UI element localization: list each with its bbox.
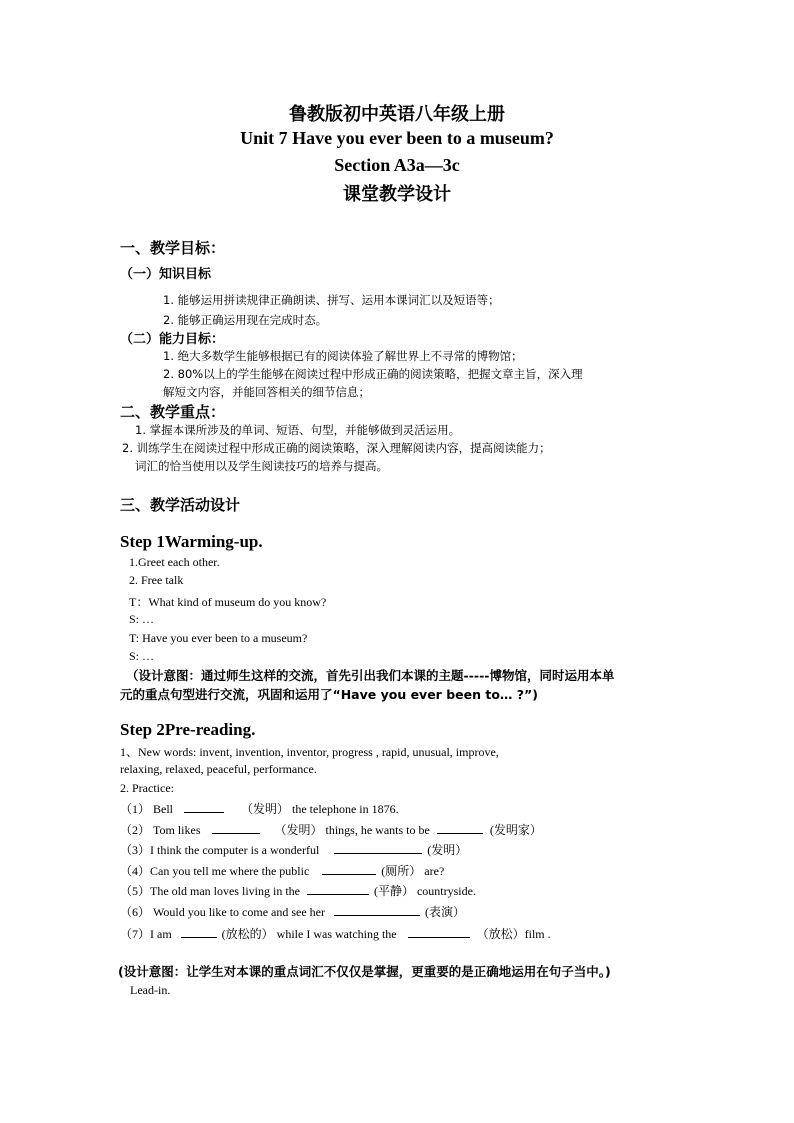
practice-text: (发明）: [427, 843, 468, 857]
practice-item-1: [120, 800, 399, 817]
answer-blank[interactable]: [322, 863, 376, 875]
practice-text: （发明） the telephone in 1876.: [241, 802, 399, 816]
section2-item: 2. 训练学生在阅读过程中形成正确的阅读策略，深入理解阅读内容，提高阅读能力；: [122, 441, 551, 455]
section2-item: 1. 掌握本课所涉及的单词、短语、句型，并能够做到灵活运用。: [135, 423, 461, 437]
answer-blank[interactable]: [212, 822, 260, 834]
practice-item-5: [120, 882, 476, 899]
practice-item-4: [120, 862, 444, 879]
practice-text: （1） Bell: [120, 802, 173, 816]
answer-blank[interactable]: [184, 801, 224, 813]
practice-text: (厕所） are?: [381, 864, 445, 878]
practice-item-6: [120, 903, 465, 920]
answer-blank[interactable]: [334, 904, 420, 916]
answer-blank[interactable]: [437, 822, 483, 834]
practice-text: (放松的） while I was watching the: [221, 927, 397, 941]
practice-text: （7）I am: [120, 927, 172, 941]
practice-text: （2） Tom likes: [120, 823, 201, 837]
practice-item-2: [120, 821, 542, 838]
lead-in-label: Lead-in.: [130, 983, 171, 997]
section2-heading: 二、教学重点：: [120, 403, 226, 421]
section1-sub2-item: 2. 80%以上的学生能够在阅读过程中形成正确的阅读策略，把握文章主旨，深入理: [163, 367, 583, 381]
practice-text: （6） Would you like to come and see her: [120, 905, 325, 919]
step1-line: 1.Greet each other.: [129, 555, 220, 569]
practice-text: （4）Can you tell me where the public: [120, 864, 310, 878]
doc-title-section: Section A3a—3c: [334, 155, 460, 175]
step1-line: T: Have you ever been to a museum?: [129, 631, 308, 645]
practice-text: （发明） things, he wants to be: [274, 823, 430, 837]
step2-design-note: (设计意图：让学生对本课的重点词汇不仅仅是掌握，更重要的是正确地运用在句子当中。): [118, 964, 611, 979]
section1-heading: 一、教学目标：: [120, 239, 226, 257]
section3-heading: 三、教学活动设计: [120, 496, 241, 514]
section1-sub2-item: 1. 绝大多数学生能够根据已有的阅读体验了解世界上不寻常的博物馆；: [163, 349, 523, 363]
practice-text: (表演）: [425, 905, 465, 919]
step1-design-note: （设计意图：通过师生这样的交流，首先引出我们本课的主题-----博物馆，同时运用本单: [126, 668, 615, 683]
practice-text: （5）The old man loves living in the: [120, 884, 300, 898]
practice-text: (发明家）: [489, 823, 542, 837]
doc-title-design: 课堂教学设计: [343, 184, 451, 205]
step1-title: Step 1Warming-up.: [120, 532, 263, 551]
practice-text: (平静） countryside.: [373, 884, 476, 898]
doc-title-unit: Unit 7 Have you ever been to a museum?: [240, 128, 554, 148]
step1-line: S: …: [129, 649, 155, 663]
practice-item-7: [120, 925, 551, 942]
section1-sub2-item: 解短文内容，并能回答相关的细节信息；: [163, 385, 370, 399]
practice-text: （3）I think the computer is a wonderful: [120, 843, 320, 857]
step2-new-words: 1、New words: invent, invention, inventor, progress , rapid, unusual, improve,: [120, 745, 499, 759]
step1-line: T：What kind of museum do you know?: [129, 595, 327, 609]
step2-new-words: relaxing, relaxed, peaceful, performance.: [120, 762, 317, 776]
step1-line: S: …: [129, 612, 155, 626]
section1-sub1-item: 1. 能够运用拼读规律正确朗读、拼写、运用本课词汇以及短语等；: [163, 293, 500, 307]
doc-title-cn: 鲁教版初中英语八年级上册: [289, 104, 505, 125]
answer-blank[interactable]: [334, 842, 422, 854]
section1-sub2: （二）能力目标：: [120, 332, 225, 347]
section1-sub1: （一）知识目标: [120, 267, 212, 282]
practice-text: （放松）film .: [476, 927, 551, 941]
practice-item-3: [120, 841, 467, 858]
answer-blank[interactable]: [307, 883, 369, 895]
section2-item: 词汇的恰当使用以及学生阅读技巧的培养与提高。: [135, 459, 388, 473]
answer-blank[interactable]: [181, 926, 217, 938]
step1-design-note: 元的重点句型进行交流，巩固和运用了“Have you ever been to… ?”): [120, 687, 538, 702]
section1-sub1-item: 2. 能够正确运用现在完成时态。: [163, 313, 328, 327]
step2-title: Step 2Pre-reading.: [120, 720, 256, 739]
step2-practice-label: 2. Practice:: [120, 781, 174, 795]
answer-blank[interactable]: [408, 926, 470, 938]
step1-line: 2. Free talk: [129, 573, 184, 587]
